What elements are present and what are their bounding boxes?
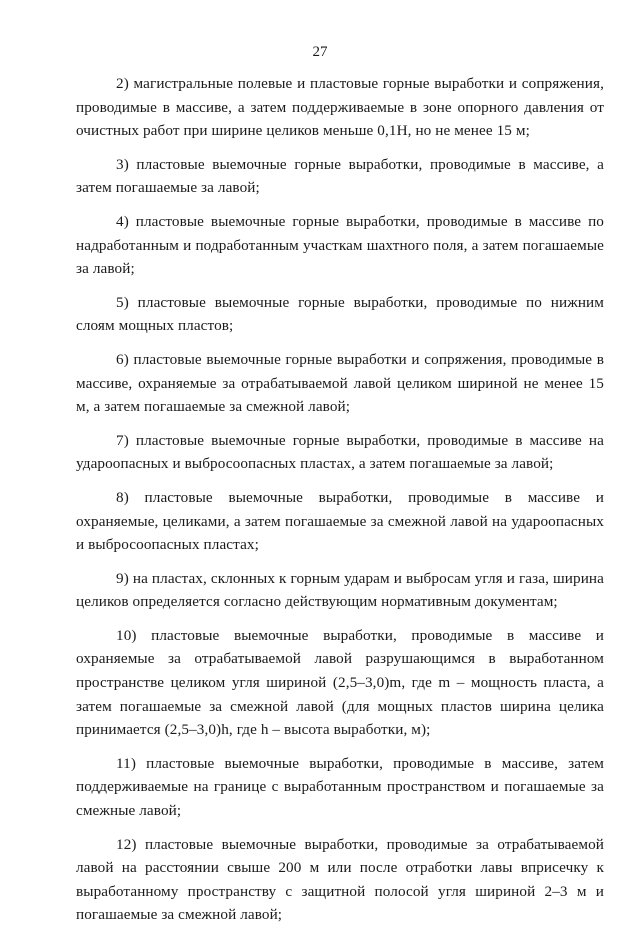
list-item-9: 9) на пластах, склонных к горным ударам и выбросам угля и газа, ширина целиков определяется согласно действующим нормативным документам; bbox=[76, 569, 604, 611]
page-number: 27 bbox=[312, 44, 328, 60]
list-item-10: 10) пластовые выемочные выработки, проводимые в массиве и охраняемые за отрабатываемой лавой разрушающимся в выработанном пространстве целиком угля шириной (2,5–3,0)m, где m – мощность пласта, а затем погашаемые за смежной лавой (для мощных пластов ширина целика принимается (2,5–3,0)h, где h – высота выработки, м); bbox=[76, 626, 604, 739]
list-item-5: 5) пластовые выемочные горные выработки, проводимые по нижним слоям мощных пластов; bbox=[76, 293, 604, 335]
list-item-6: 6) пластовые выемочные горные выработки и сопряжения, проводимые в массиве, охраняемые за отрабатываемой лавой целиком шириной не менее 15 м, а затем погашаемые за смежной лавой; bbox=[76, 350, 604, 416]
list-item-11: 11) пластовые выемочные выработки, проводимые в массиве, затем поддерживаемые на границе с выработанным пространством и погашаемые за смежные лавой; bbox=[76, 754, 604, 820]
list-item-3: 3) пластовые выемочные горные выработки, проводимые в массиве, а затем погашаемые за лавой; bbox=[76, 155, 604, 197]
list-item-8: 8) пластовые выемочные выработки, проводимые в массиве и охраняемые, целиками, а затем погашаемые за смежной лавой на удароопасных и выбросоопасных пластах; bbox=[76, 488, 604, 554]
list-item-2: 2) магистральные полевые и пластовые горные выработки и сопряжения, проводимые в массиве, а затем поддерживаемые в зоне опорного давления от очистных работ при ширине целиков меньше 0,1H, но не менее 15 м; bbox=[76, 75, 604, 140]
document-body bbox=[76, 72, 604, 937]
list-item-12: 12) пластовые выемочные выработки, проводимые за отрабатываемой лавой на расстоянии свыше 200 м или после отработки лавы вприсечку к выработанному пространству с защитной полосой угля шириной 2–3 м и погашаемые за смежной лавой; bbox=[76, 835, 604, 924]
list-item-7: 7) пластовые выемочные горные выработки, проводимые в массиве на удароопасных и выбросоопасных пластах, а затем погашаемые за лавой; bbox=[76, 431, 604, 473]
list-item-4: 4) пластовые выемочные горные выработки, проводимые в массиве по надработанным и подработанным участкам шахтного поля, а затем погашаемые за лавой; bbox=[76, 212, 604, 278]
